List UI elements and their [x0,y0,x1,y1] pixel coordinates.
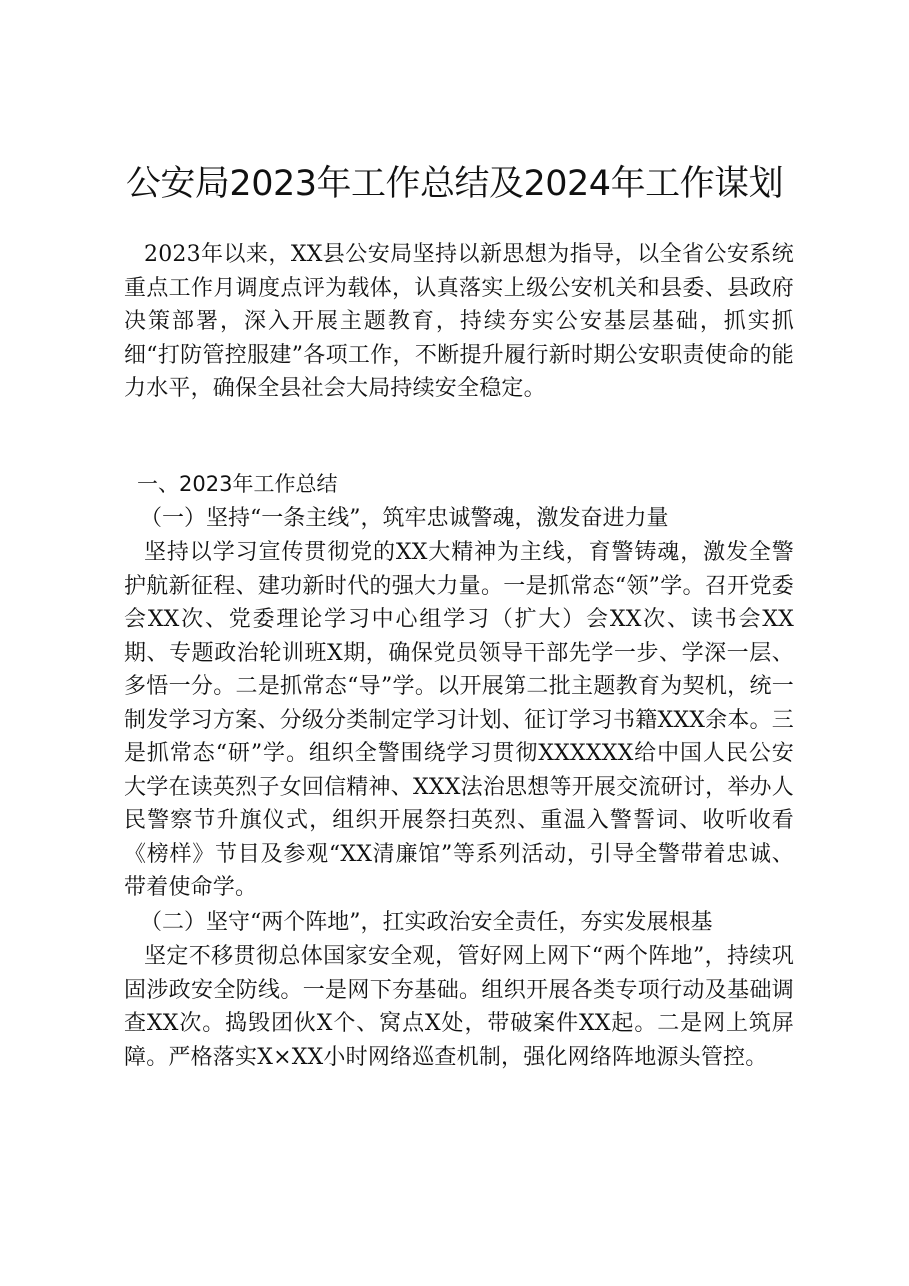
subsection-body-two: 坚定不移贯彻总体国家安全观，管好网上网下“两个阵地”，持续巩固涉政安全防线。一是网下夯基础。组织开展各类专项行动及基础调查XX次。捣毁团伙X个、窝点X处，带破案件XX起。二是网上筑屏障。严格落实X×XX小时网络巡查机制，强化网络阵地源头管控。 [124,944,794,1070]
subsection-heading-two: （二）坚守“两个阵地”，扛实政治安全责任，夯实发展根基 [140,910,713,935]
intro-paragraph: 2023年以来，XX县公安局坚持以新思想为指导，以全省公安系统重点工作月调度点评为载体，认真落实上级公安机关和县委、县政府决策部署，深入开展主题教育，持续夯实公安基层基础，抓实抓细“打防管控服建”各项工作，不断提升履行新时期公安职责使命的能力水平，确保全县社会大局持续安全稳定。 [124,242,794,401]
subsection-heading-one: （一）坚持“一条主线”，筑牢忠诚警魂，激发奋进力量 [140,506,669,531]
subsection-body-one: 坚持以学习宣传贯彻党的XX大精神为主线，育警铸魂，激发全警护航新征程、建功新时代的强大力量。一是抓常态“领”学。召开党委会XX次、党委理论学习中心组学习（扩大）会XX次、读书会XX期、专题政治轮训班X期，确保党员领导干部先学一步、学深一层、多悟一分。二是抓常态“导”学。以开展第二批主题教育为契机，统一制发学习方案、分级分类制定学习计划、征订学习书籍XXX余本。三是抓常态“研”学。组织全警围绕学习贯彻XXXXXX给中国人民公安大学在读英烈子女回信精神、XXX法治思想等开展交流研讨，举办人民警察节升旗仪式，组织开展祭扫英烈、重温入警誓词、收听收看《榜样》节目及参观“XX清廉馆”等系列活动，引导全警带着忠诚、带着使命学。 [124,540,794,900]
section-heading-summary: 一、2023年工作总结 [137,472,338,496]
document-title: 公安局2023年工作总结及2024年工作谋划 [125,164,784,204]
